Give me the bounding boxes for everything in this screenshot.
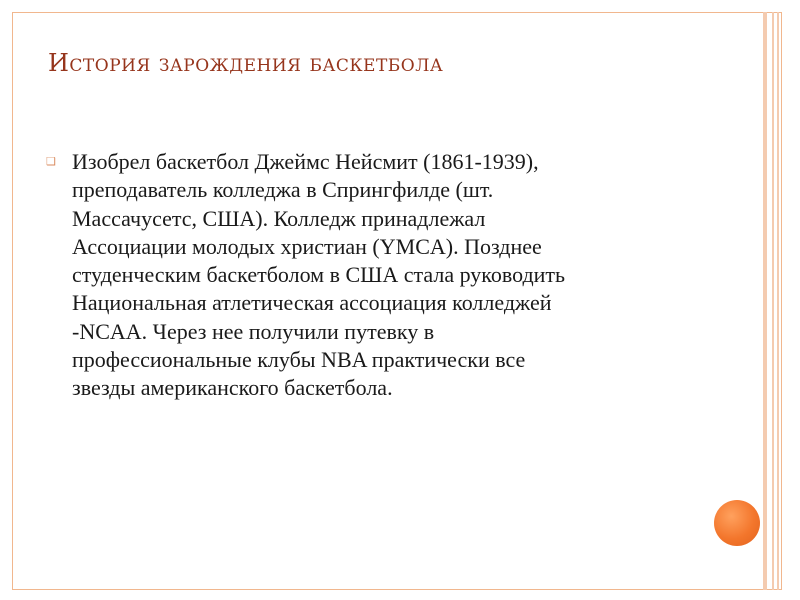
decorative-circle-icon [714,500,760,546]
bullet-list [46,148,691,403]
bullet-text [72,148,565,403]
body-line: -NCAA. Через нее получили путевку в [72,318,435,344]
bullet-item [46,148,691,403]
body-line: преподаватель колледжа в Спрингфилде (шт. [72,177,494,203]
body-line: Национальная атлетическая ассоциация колледжей [72,290,552,316]
bullet-marker-icon: ❑ [46,155,56,168]
decorative-stripe [763,12,767,590]
body-line: Ассоциации молодых христиан (YMCA). Позднее [72,233,542,259]
body-line: профессиональные клубы NBA практически все [72,347,526,373]
decorative-stripe [772,12,774,590]
body-line: Изобрел баскетбол Джеймс Нейсмит (1861-1939), [72,149,539,174]
slide-title: История зарождения баскетбола [48,49,444,77]
body-line: Массачусетс, США). Колледж принадлежал [72,205,486,231]
body-line: звезды американского баскетбола. [72,375,393,401]
body-line: студенческим баскетболом в США стала руководить [72,262,566,288]
decorative-stripe [777,12,779,590]
